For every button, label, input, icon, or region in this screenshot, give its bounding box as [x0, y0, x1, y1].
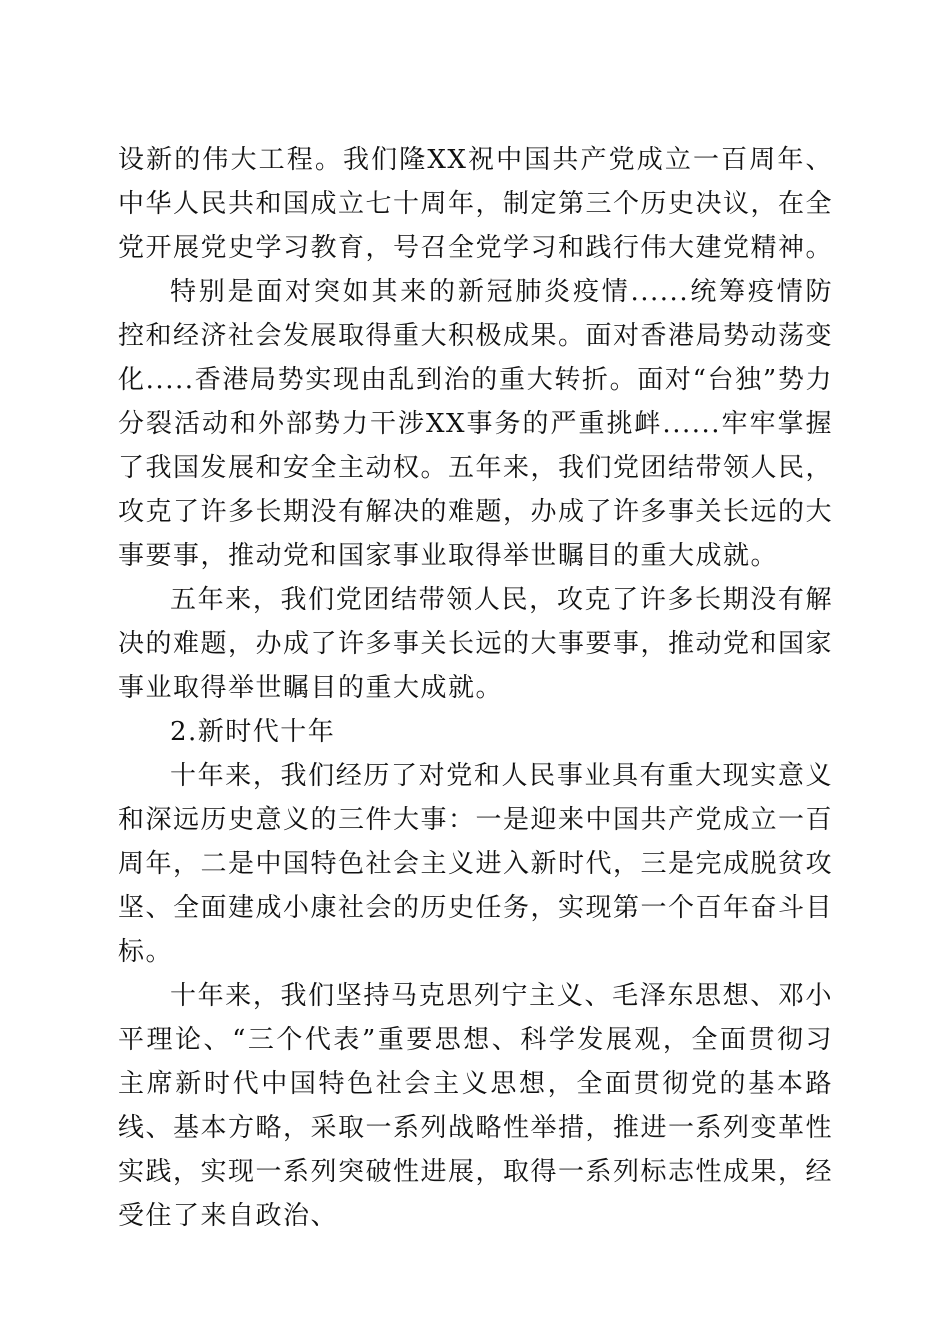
paragraph: 十年来，我们坚持马克思列宁主义、毛泽东思想、邓小平理论、“三个代表”重要思想、科学发展观，全面贯彻习主席新时代中国特色社会主义思想，全面贯彻党的基本路线、基本方略，采取一系列战略性举措，推进一系列变革性实践，实现一系列突破性进展，取得一系列标志性成果，经受住了来自政治、: [118, 981, 834, 1231]
paragraph: 特别是面对突如其来的新冠肺炎疫情......统筹疫情防控和经济社会发展取得重大积极成果。面对香港局势动荡变化.....香港局势实现由乱到治的重大转折。面对“台独”势力分裂活动和外部势力干涉XX事务的严重挑衅......牢牢掌握了我国发展和安全主动权。五年来，我们党团结带领人民，攻克了许多长期没有解决的难题，办成了许多事关长远的大事要事，推动党和国家事业取得举世瞩目的重大成就。: [118, 277, 834, 571]
paragraph: 五年来，我们党团结带领人民，攻克了许多长期没有解决的难题，办成了许多事关长远的大事要事，推动党和国家事业取得举世瞩目的重大成就。: [118, 585, 834, 703]
document-body: [118, 138, 833, 1238]
paragraph-continued: 设新的伟大工程。我们隆XX祝中国共产党成立一百周年、中华人民共和国成立七十周年，制定第三个历史决议，在全党开展党史学习教育，号召全党学习和践行伟大建党精神。: [118, 145, 834, 263]
section-heading: 2.新时代十年: [170, 717, 336, 747]
paragraph: 十年来，我们经历了对党和人民事业具有重大现实意义和深远历史意义的三件大事：一是迎来中国共产党成立一百周年，二是中国特色社会主义进入新时代，三是完成脱贫攻坚、全面建成小康社会的历史任务，实现第一个百年奋斗目标。: [118, 761, 834, 967]
